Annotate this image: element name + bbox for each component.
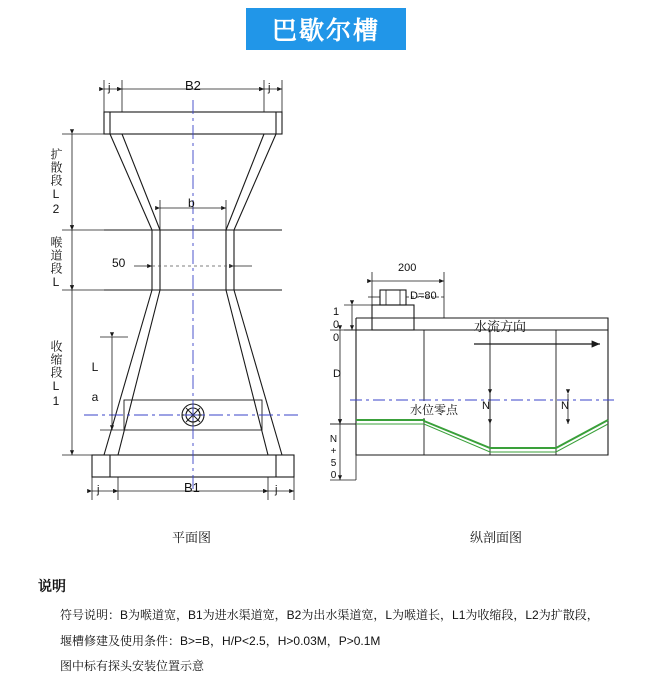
- section-label-n-right: N: [561, 400, 569, 412]
- notes-line-3: 图中标有探头安装位置示意: [60, 659, 205, 674]
- plan-label-j-bottom-right: j: [275, 484, 278, 496]
- section-label-zero-level: 水位零点: [410, 403, 459, 417]
- plan-label-segment-l1: 收缩段L1: [49, 340, 63, 409]
- water-bed-profile: [356, 420, 608, 452]
- page-title: 巴歇尔槽: [271, 17, 380, 45]
- section-view-drawing: [356, 290, 608, 455]
- plan-label-b1: B1: [184, 480, 200, 495]
- section-view-caption: 纵剖面图: [470, 530, 523, 545]
- plan-label-la: L a: [88, 360, 102, 405]
- section-label-200: 200: [398, 262, 417, 274]
- plan-label-b2: B2: [185, 78, 201, 93]
- plan-label-j-bottom-left: j: [97, 484, 100, 496]
- plan-label-b: b: [188, 196, 195, 210]
- notes-line-1: 符号说明：B为喉道宽，B1为进水渠道宽，B2为出水渠道宽，L为喉道长，L1为收缩段，L2为扩散段，: [60, 608, 599, 622]
- plan-label-segment-l: 喉道段L: [49, 236, 63, 290]
- plan-view-caption: 平面图: [172, 530, 212, 545]
- plan-centerline: [84, 100, 302, 490]
- plan-label-j-top-right: j: [268, 82, 271, 94]
- section-label-100: 100: [330, 306, 342, 345]
- plan-label-segment-l2: 扩散段L2: [49, 148, 63, 217]
- section-label-d80: D=80: [410, 290, 437, 302]
- section-label-n50: N+50: [328, 434, 339, 482]
- plan-label-50: 50: [112, 256, 126, 270]
- plan-label-j-top-left: j: [108, 82, 111, 94]
- section-label-d: D: [333, 368, 341, 380]
- notes-line-2: 堰槽修建及使用条件：B>=B，H/P<2.5，H>0.03M，P>0.1M: [60, 633, 381, 648]
- section-label-n-left: N: [482, 400, 490, 412]
- notes-block: [38, 576, 628, 683]
- section-label-flow-direction: 水流方向: [474, 319, 527, 334]
- notes-heading: 说明: [38, 578, 66, 594]
